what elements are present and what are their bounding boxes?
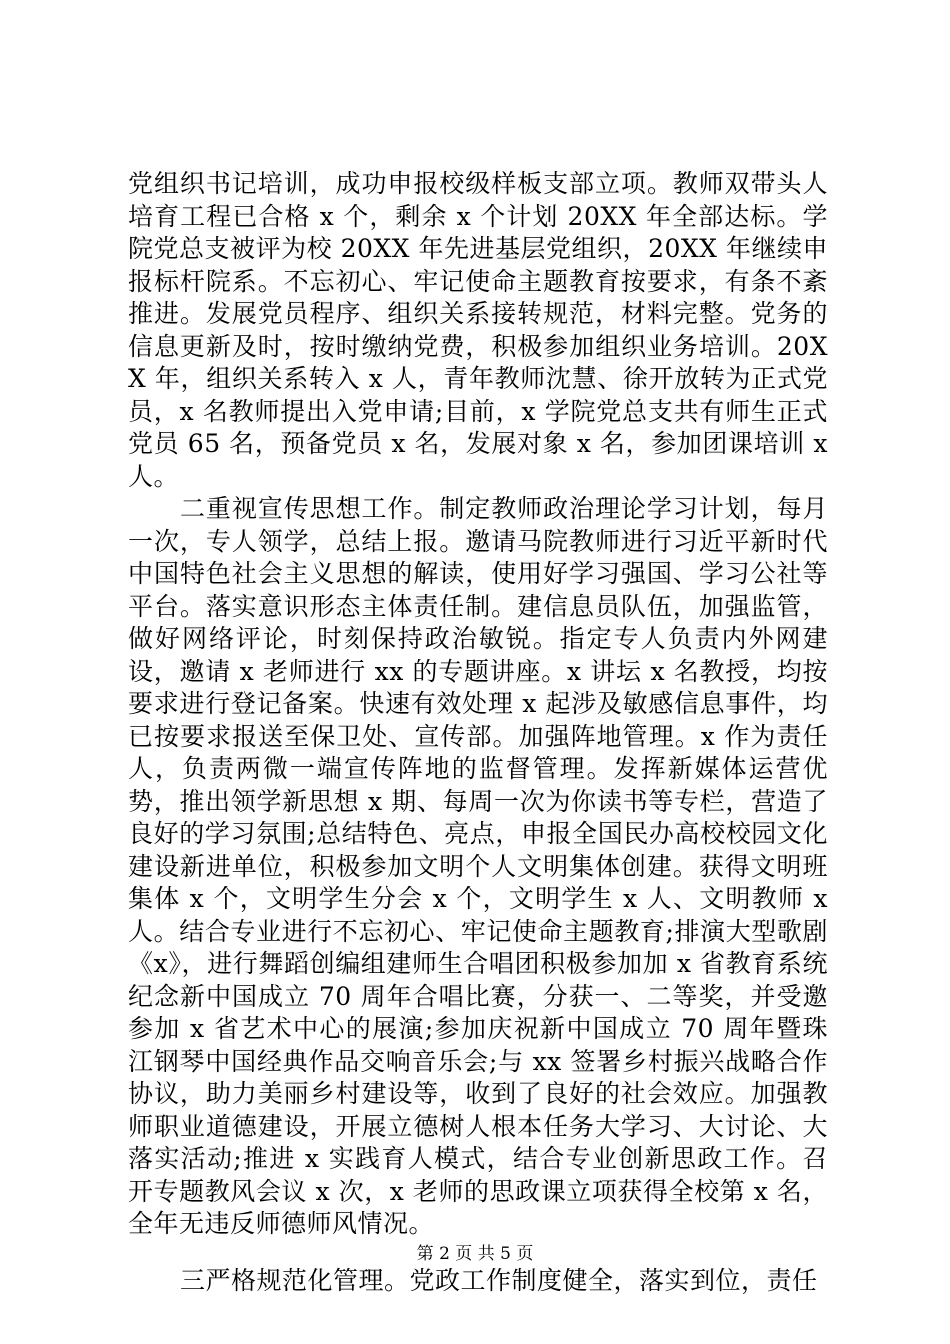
paragraph-party-organization: 党组织书记培训，成功申报校级样板支部立项。教师双带头人培育工程已合格 x 个，剩余 x 个计划 20XX 年全部达标。学院党总支被评为校 20XX 年先进基层党组织，20XX 年继续申报标杆院系。不忘初心、牢记使命主题教育按要求，有条不紊推进。发展党员程序、组织关系接转规范，材料完整。党务的信息更新及时，按时缴纳党费，积极参加组织业务培训。20XX 年，组织关系转入 x 人，青年教师沈慧、徐开放转为正式党员，x 名教师提出入党申请;目前，x 学院党总支共有师生正式党员 65 名，预备党员 x 名，发展对象 x 名，参加团课培训 x 人。 bbox=[128, 169, 828, 491]
page-number-footer: 第 2 页 共 5 页 bbox=[416, 1244, 534, 1264]
document-body bbox=[128, 168, 828, 1297]
paragraph-publicity-ideology: 二重视宣传思想工作。制定教师政治理论学习计划，每月一次，专人领学，总结上报。邀请马院教师进行习近平新时代中国特色社会主义思想的解读，使用好学习强国、学习公社等平台。落实意识形态主体责任制。建信息员队伍，加强监管，做好网络评论，时刻保持政治敏锐。指定专人负责内外网建设，邀请 x 老师进行 xx 的专题讲座。x 讲坛 x 名教授，均按要求进行登记备案。快速有效处理 x 起涉及敏感信息事件，均已按要求报送至保卫处、宣传部。加强阵地管理。x 作为责任人，负责两微一端宣传阵地的监督管理。发挥新媒体运营优势，推出领学新思想 x 期、每周一次为你读书等专栏，营造了良好的学习氛围;总结特色、亮点，申报全国民办高校校园文化建设新进单位，积极参加文明个人文明集体创建。获得文明班集体 x 个，文明学生分会 x 个，文明学生 x 人、文明教师 x 人。结合专业进行不忘初心、牢记使命主题教育;排演大型歌剧《x》，进行舞蹈创编组建师生合唱团积极参加加 x 省教育系统纪念新中国成立 70 周年合唱比赛，分获一、二等奖，并受邀参加 x 省艺术中心的展演;参加庆祝新中国成立 70 周年暨珠江钢琴中国经典作品交响音乐会;与 xx 签署乡村振兴战略合作协议，助力美丽乡村建设等，收到了良好的社会效应。加强教师职业道德建设，开展立德树人根本任务大学习、大讨论、大落实活动;推进 x 实践育人模式，结合专业创新思政工作。召开专题教风会议 x 次，x 老师的思政课立项获得全校第 x 名，全年无违反师德师风情况。 bbox=[128, 494, 828, 1238]
paragraph-standardized-management: 三严格规范化管理。党政工作制度健全，落实到位，责任 bbox=[180, 1265, 818, 1295]
